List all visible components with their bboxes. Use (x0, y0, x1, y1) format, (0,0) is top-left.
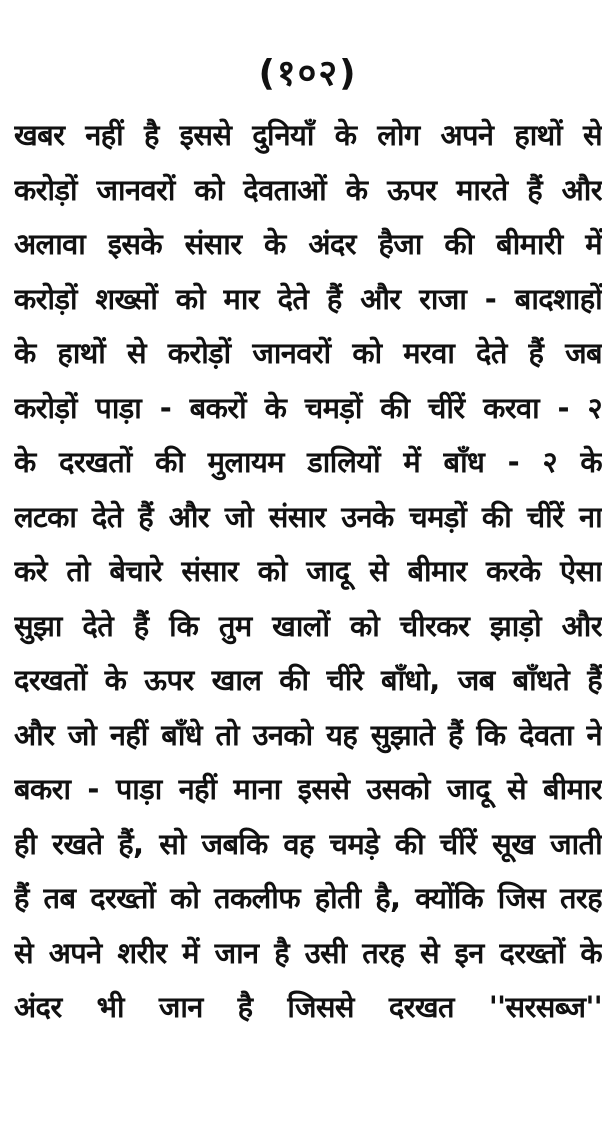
text-line: ही रखते हैं, सो जबकि वह चमड़े की चींरें सूख जाती (14, 826, 602, 861)
text-line: लटका देते हैं और जो संसार उनके चमड़ों की चींरें ना (14, 499, 602, 534)
text-line: और जो नहीं बाँधे तो उनको यह सुझाते हैं कि देवता ने (14, 717, 602, 752)
text-line: खबर नहीं है इससे दुनियाँ के लोग अपने हाथों से (14, 118, 602, 152)
body-text (14, 108, 602, 1035)
text-line: करोड़ों शख्सों को मार देते हैं और राजा - बादशाहों (14, 281, 602, 316)
text-line: हैं तब दरख्तों को तकलीफ होती है, क्योंकि जिस तरह (14, 881, 602, 915)
text-line: दरखतों के ऊपर खाल की चींरे बाँधो, जब बाँधते हैं (14, 663, 602, 697)
page-number: (१०२) (258, 53, 358, 94)
text-line: से अपने शरीर में जान है उसी तरह से इन दरख्तों के (14, 935, 602, 970)
text-line: के हाथों से करोड़ों जानवरों को मरवा देते हैं जब (14, 336, 602, 370)
text-line: अंदर भी जान है जिससे दरखत ''सरसब्ज'' (14, 990, 602, 1024)
text-line: के दरखतों की मुलायम डालियों में बाँध - २ के (14, 445, 602, 479)
text-line: करोड़ों पाड़ा - बकरों के चमड़ों की चींरें करवा - २ (14, 390, 602, 425)
text-line: करोड़ों जानवरों को देवताओं के ऊपर मारते हैं और (14, 172, 602, 207)
text-line: अलावा इसके संसार के अंदर हैजा की बीमारी में (14, 227, 602, 261)
text-line: करे तो बेचारे संसार को जादू से बीमार करके ऐसा (14, 554, 602, 588)
text-line: सुझा देते हैं कि तुम खालों को चीरकर झाड़ो और (14, 608, 602, 643)
text-line: बकरा - पाड़ा नहीं माना इससे उसको जादू से बीमार (14, 772, 602, 806)
